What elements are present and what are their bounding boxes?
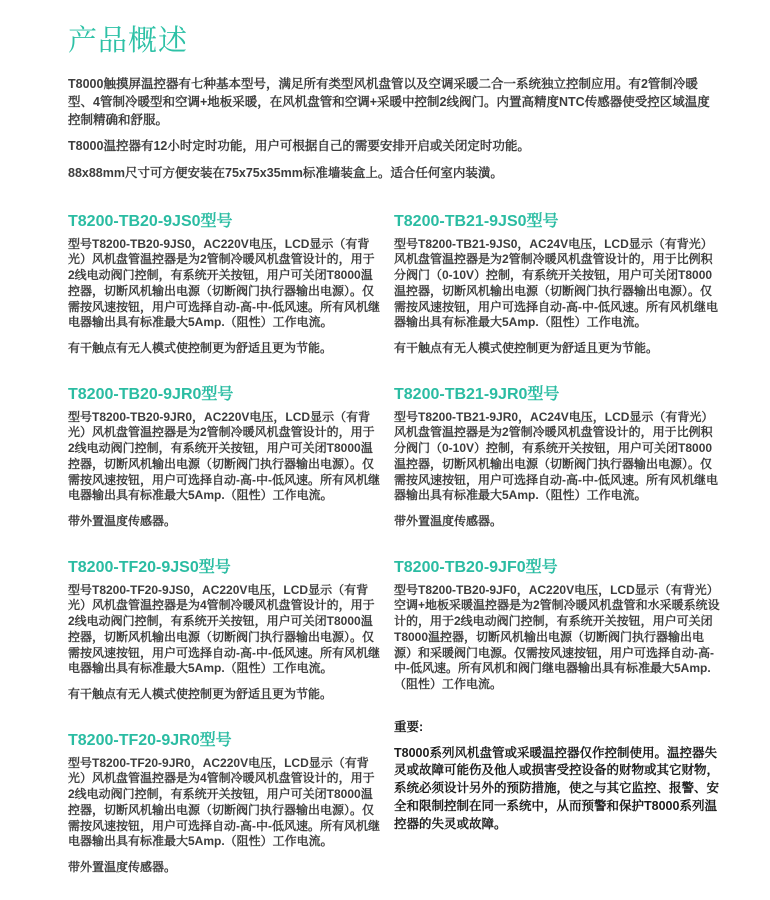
model-section-body: 型号T8200-TF20-9JS0，AC220V电压，LCD显示（有背光）风机盘管温控器是为4管制冷暖风机盘管设计的，用于2线电动阀门控制，有系统开关按钮，用户可关闭T8000温控器，切断风机输出电源（切断阀门执行器输出电源）。仅需按风速按钮，用户可选择自动-高-中-低风速。所有风机继电器输出具有标准最大5Amp.（阻性）工作电流。	[68, 582, 380, 676]
model-section	[394, 554, 720, 693]
model-section-body: 型号T8200-TB21-9JS0，AC24V电压，LCD显示（有背光）风机盘管温控器是为2管制冷暖风机盘管设计的，用于比例积分阀门（0-10V）控制，有系统开关按钮，用户可关闭T8000温控器，切断风机输出电源（切断阀门执行器输出电源）。仅需按风速按钮，用户可选择自动-高-中-低风速。所有风机继电器输出具有标准最大5Amp.（阻性）工作电流。	[394, 236, 718, 330]
intro-paragraph: 88x88mm尺寸可方便安装在75x75x35mm标准墙装盒上。适合任何室内装潢。	[68, 165, 503, 180]
model-section	[68, 208, 380, 357]
model-section-body: 型号T8200-TF20-9JR0，AC220V电压，LCD显示（有背光）风机盘管温控器是为4管制冷暖风机盘管设计的，用于2线电动阀门控制，有系统开关按钮，用户可关闭T8000温控器，切断风机输出电源（切断阀门执行器输出电源）。仅需按风速按钮，用户可选择自动-高-中-低风速。所有风机继电器输出具有标准最大5Amp.（阻性）工作电流。	[68, 755, 380, 849]
model-section-note: 带外置温度传感器。	[394, 513, 503, 528]
model-section	[394, 381, 720, 530]
page-title: 产品概述	[68, 25, 189, 57]
model-section-title: T8200-TF20-9JS0型号	[68, 558, 231, 576]
model-section-body: 型号T8200-TB20-9JS0，AC220V电压，LCD显示（有背光）风机盘管温控器是为2管制冷暖风机盘管设计的，用于2线电动阀门控制，有系统开关按钮，用户可关闭T8000温控器，切断风机输出电源（切断阀门执行器输出电源）。仅需按风速按钮，用户可选择自动-高-中-低风速。所有风机继电器输出具有标准最大5Amp.（阻性）工作电流。	[68, 236, 380, 330]
model-columns	[68, 208, 720, 900]
model-section-title: T8200-TB21-9JR0型号	[394, 385, 560, 403]
model-section-note: 有干触点有无人模式使控制更为舒适且更为节能。	[68, 687, 333, 701]
model-section	[68, 727, 380, 876]
model-section	[68, 554, 380, 703]
column-right	[394, 208, 720, 834]
model-section	[68, 381, 380, 530]
model-section-body: 型号T8200-TB20-9JF0，AC220V电压，LCD显示（有背光）空调+地板采暖温控器是为2管制冷暖风机盘管和水采暖系统设计的，用于2线电动阀门控制，有系统开关按钮，用户可关闭T8000温控器，切断风机输出电源（切断阀门执行器输出电源）和采暖阀门电源。仅需按风速按钮，用户可选择自动-高-中-低风速。所有风机和阀门继电器输出具有标准最大5Amp.（阻性）工作电流。	[394, 582, 720, 691]
model-section-note: 有干触点有无人模式使控制更为舒适且更为节能。	[68, 340, 333, 355]
model-section-note: 带外置温度传感器。	[68, 513, 177, 528]
intro-block	[68, 75, 720, 182]
model-section-note: 带外置温度传感器。	[68, 860, 177, 875]
model-section-note: 有干触点有无人模式使控制更为舒适且更为节能。	[394, 340, 659, 355]
model-section-title: T8200-TB20-9JS0型号	[68, 212, 233, 230]
model-section	[394, 208, 720, 357]
column-left	[68, 208, 380, 900]
intro-paragraph: T8000温控器有12小时定时功能，用户可根据自己的需要安排开启或关闭定时功能。	[68, 139, 530, 154]
model-section-title: T8200-TF20-9JR0型号	[68, 731, 232, 749]
model-section-title: T8200-TB20-9JR0型号	[68, 385, 234, 403]
intro-paragraph: T8000触摸屏温控器有七种基本型号，满足所有类型风机盘管以及空调采暖二合一系统独立控制应用。有2管制冷暖型、4管制冷暖型和空调+地板采暖，在风机盘管和空调+采暖中控制2线阀门。内置高精度NTC传感器使受控区域温度控制精确和舒服。	[68, 77, 710, 128]
model-section-body: 型号T8200-TB21-9JR0，AC24V电压，LCD显示（有背光）风机盘管温控器是为2管制冷暖风机盘管设计的，用于比例积分阀门（0-10V）控制，有系统开关按钮，用户可关闭T8000温控器，切断风机输出电源（切断阀门执行器输出电源）。仅需按风速按钮，用户可选择自动-高-中-低风速。所有风机继电器输出具有标准最大5Amp.（阻性）工作电流。	[394, 409, 718, 503]
important-notice	[394, 717, 720, 834]
model-section-body: 型号T8200-TB20-9JR0，AC220V电压，LCD显示（有背光）风机盘管温控器是为2管制冷暖风机盘管设计的，用于2线电动阀门控制，有系统开关按钮，用户可关闭T8000温控器，切断风机输出电源（切断阀门执行器输出电源）。仅需按风速按钮，用户可选择自动-高-中-低风速。所有风机继电器输出具有标准最大5Amp.（阻性）工作电流。	[68, 409, 380, 503]
model-section-title: T8200-TB21-9JS0型号	[394, 212, 559, 230]
important-text: T8000系列风机盘管或采暖温控器仅作控制使用。温控器失灵或故障可能伤及他人或损害受控设备的财物或其它财物，系统必须设计另外的预防措施，使之与其它监控、报警、安全和限制控制在同一系统中，从而预警和保护T8000系列温控器的失灵或故障。	[394, 745, 720, 831]
important-label: 重要:	[394, 719, 424, 734]
model-section-title: T8200-TB20-9JF0型号	[394, 558, 558, 576]
